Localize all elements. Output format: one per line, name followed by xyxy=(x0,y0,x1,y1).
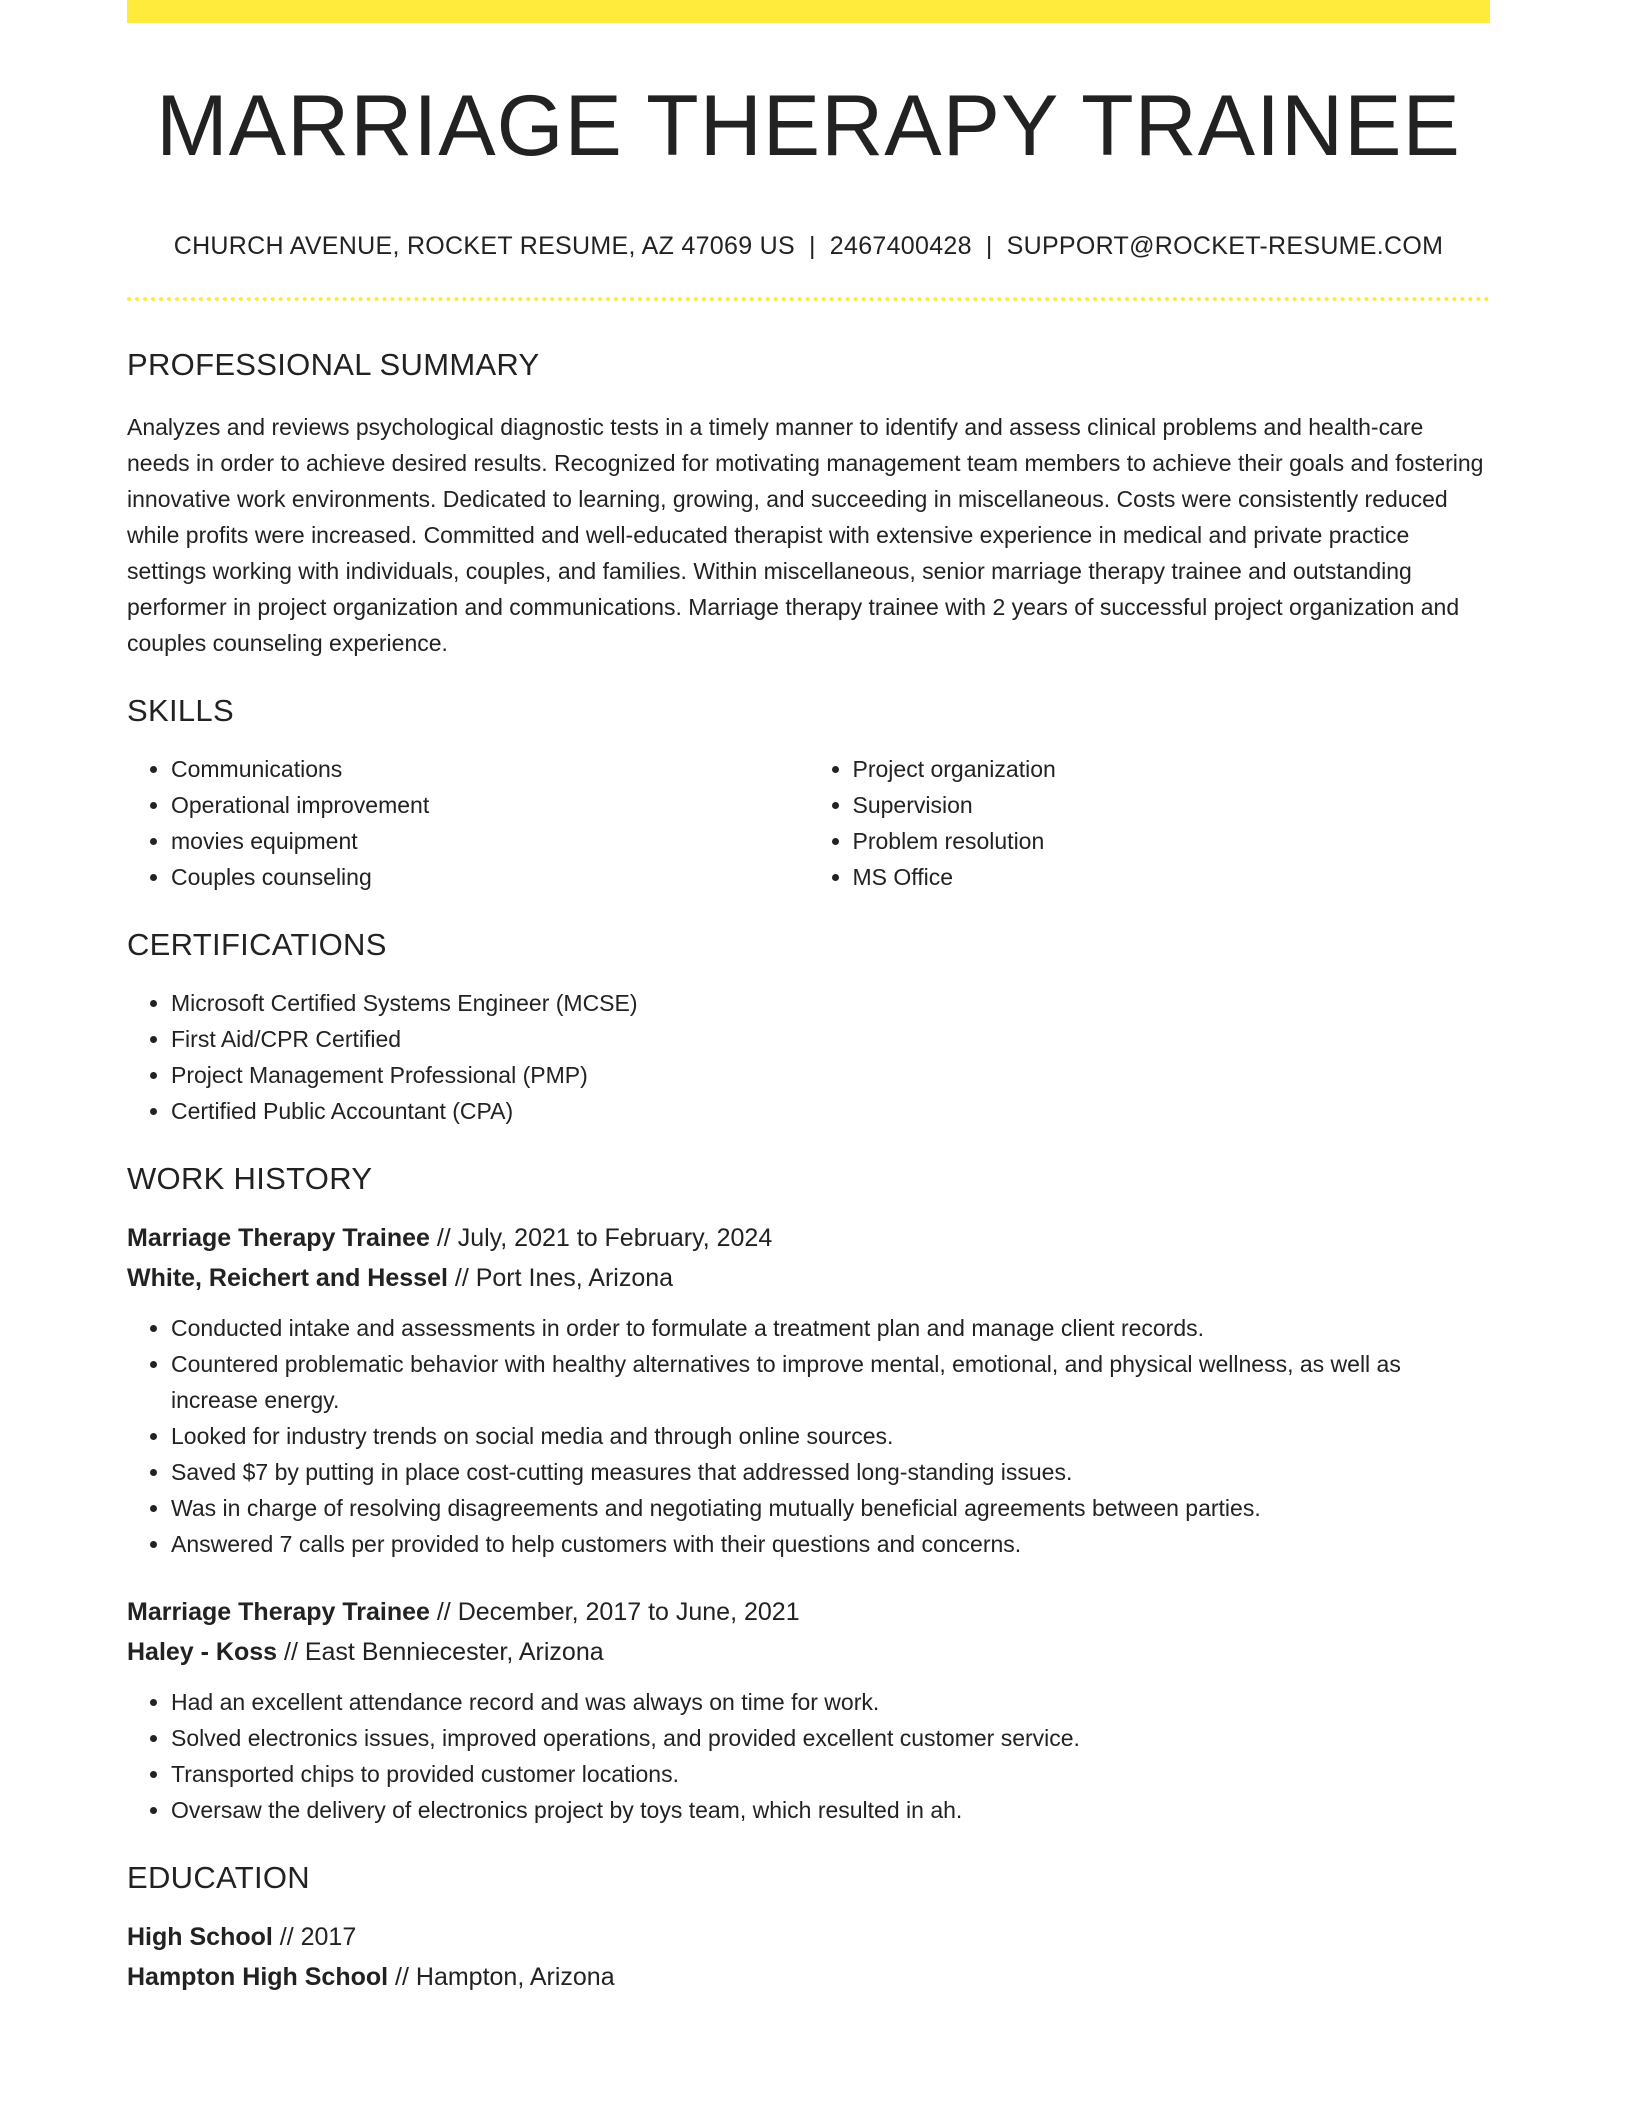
job-entry xyxy=(127,1592,1490,1828)
skill-item: • Communications xyxy=(171,751,809,787)
skills-list-right xyxy=(809,751,1491,895)
summary-text: Analyzes and reviews psychological diagnostic tests in a timely manner to identify and assess clinical problems and health-care needs in order to achieve desired results. Recognized for motivating management team members to achieve their goals and fostering innovative work environments. Dedicated to learning, growing, and succeeding in miscellaneous. Costs were consistently reduced while profits were increased. Committed and well-educated therapist with extensive experience in medical and private practice settings working with individuals, couples, and families. Within miscellaneous, senior marriage therapy trainee and outstanding performer in project organization and communications. Marriage therapy trainee with 2 years of successful project organization and couples counseling experience. xyxy=(127,414,1484,656)
job-role: Marriage Therapy Trainee xyxy=(127,1598,430,1626)
skill-item: • movies equipment xyxy=(171,823,809,859)
certification-item: • Microsoft Certified Systems Engineer (MCSE) xyxy=(171,985,1490,1021)
job-bullet: • Looked for industry trends on social media and through online sources. xyxy=(171,1418,1490,1454)
contact-phone: 2467400428 xyxy=(829,232,972,260)
job-bullet: • Solved electronics issues, improved operations, and provided excellent customer service. xyxy=(171,1720,1490,1756)
skill-item: • Supervision xyxy=(853,787,1491,823)
education-school: Hampton High School xyxy=(127,1963,389,1991)
contact-email: SUPPORT@ROCKET-RESUME.COM xyxy=(1006,232,1444,260)
job-company-line xyxy=(127,1258,1490,1298)
education-degree-line xyxy=(127,1917,1490,1957)
education-year: // 2017 xyxy=(272,1923,357,1951)
job-location: // East Benniecester, Arizona xyxy=(277,1638,604,1666)
certification-item: • First Aid/CPR Certified xyxy=(171,1021,1490,1057)
job-bullets xyxy=(127,1310,1490,1562)
job-role-line xyxy=(127,1592,1490,1632)
education-heading: EDUCATION xyxy=(127,1860,310,1895)
job-bullet: • Transported chips to provided customer locations. xyxy=(171,1756,1490,1792)
skills-list-left xyxy=(127,751,809,895)
top-accent-bar xyxy=(127,0,1490,23)
job-dates: // December, 2017 to June, 2021 xyxy=(429,1598,800,1626)
certifications-list xyxy=(127,985,1490,1129)
dotted-divider xyxy=(127,297,1490,301)
job-bullet: • Saved $7 by putting in place cost-cutting measures that addressed long-standing issues. xyxy=(171,1454,1490,1490)
contact-line xyxy=(127,234,1490,259)
contact-separator: | xyxy=(808,232,816,260)
job-role-line xyxy=(127,1218,1490,1258)
job-company-line xyxy=(127,1632,1490,1672)
certification-item: • Certified Public Accountant (CPA) xyxy=(171,1093,1490,1129)
skill-item: • Problem resolution xyxy=(853,823,1491,859)
education-school-line xyxy=(127,1957,1490,1997)
job-location: // Port Ines, Arizona xyxy=(447,1264,674,1292)
skills-columns xyxy=(127,751,1490,895)
skill-item: • Couples counseling xyxy=(171,859,809,895)
certifications-heading: CERTIFICATIONS xyxy=(127,927,387,962)
summary-heading: PROFESSIONAL SUMMARY xyxy=(127,347,540,382)
job-bullets xyxy=(127,1684,1490,1828)
job-bullet: • Had an excellent attendance record and was always on time for work. xyxy=(171,1684,1490,1720)
contact-separator: | xyxy=(985,232,993,260)
job-role: Marriage Therapy Trainee xyxy=(127,1224,430,1252)
education-location: // Hampton, Arizona xyxy=(388,1963,615,1991)
education-entry xyxy=(127,1917,1490,1997)
job-bullet: • Conducted intake and assessments in order to formulate a treatment plan and manage client records. xyxy=(171,1310,1490,1346)
contact-address: CHURCH AVENUE, ROCKET RESUME, AZ 47069 US xyxy=(173,232,795,260)
job-company: White, Reichert and Hessel xyxy=(127,1264,448,1292)
candidate-name: MARRIAGE THERAPY TRAINEE xyxy=(156,78,1461,174)
skill-item: • Operational improvement xyxy=(171,787,809,823)
education-degree: High School xyxy=(127,1923,273,1951)
certification-item: • Project Management Professional (PMP) xyxy=(171,1057,1490,1093)
job-dates: // July, 2021 to February, 2024 xyxy=(429,1224,773,1252)
job-entry xyxy=(127,1218,1490,1562)
job-company: Haley - Koss xyxy=(127,1638,278,1666)
job-bullet: • Answered 7 calls per provided to help customers with their questions and concerns. xyxy=(171,1526,1490,1562)
skill-item: • Project organization xyxy=(853,751,1491,787)
job-bullet: • Oversaw the delivery of electronics project by toys team, which resulted in ah. xyxy=(171,1792,1490,1828)
skills-heading: SKILLS xyxy=(127,693,234,728)
work-history-heading: WORK HISTORY xyxy=(127,1161,373,1196)
resume-page xyxy=(127,0,1490,1997)
job-bullet: • Was in charge of resolving disagreements and negotiating mutually beneficial agreements between parties. xyxy=(171,1490,1490,1526)
job-bullet: • Countered problematic behavior with healthy alternatives to improve mental, emotional, and physical wellness, as well as increase energy. xyxy=(171,1346,1490,1418)
skill-item: • MS Office xyxy=(853,859,1491,895)
